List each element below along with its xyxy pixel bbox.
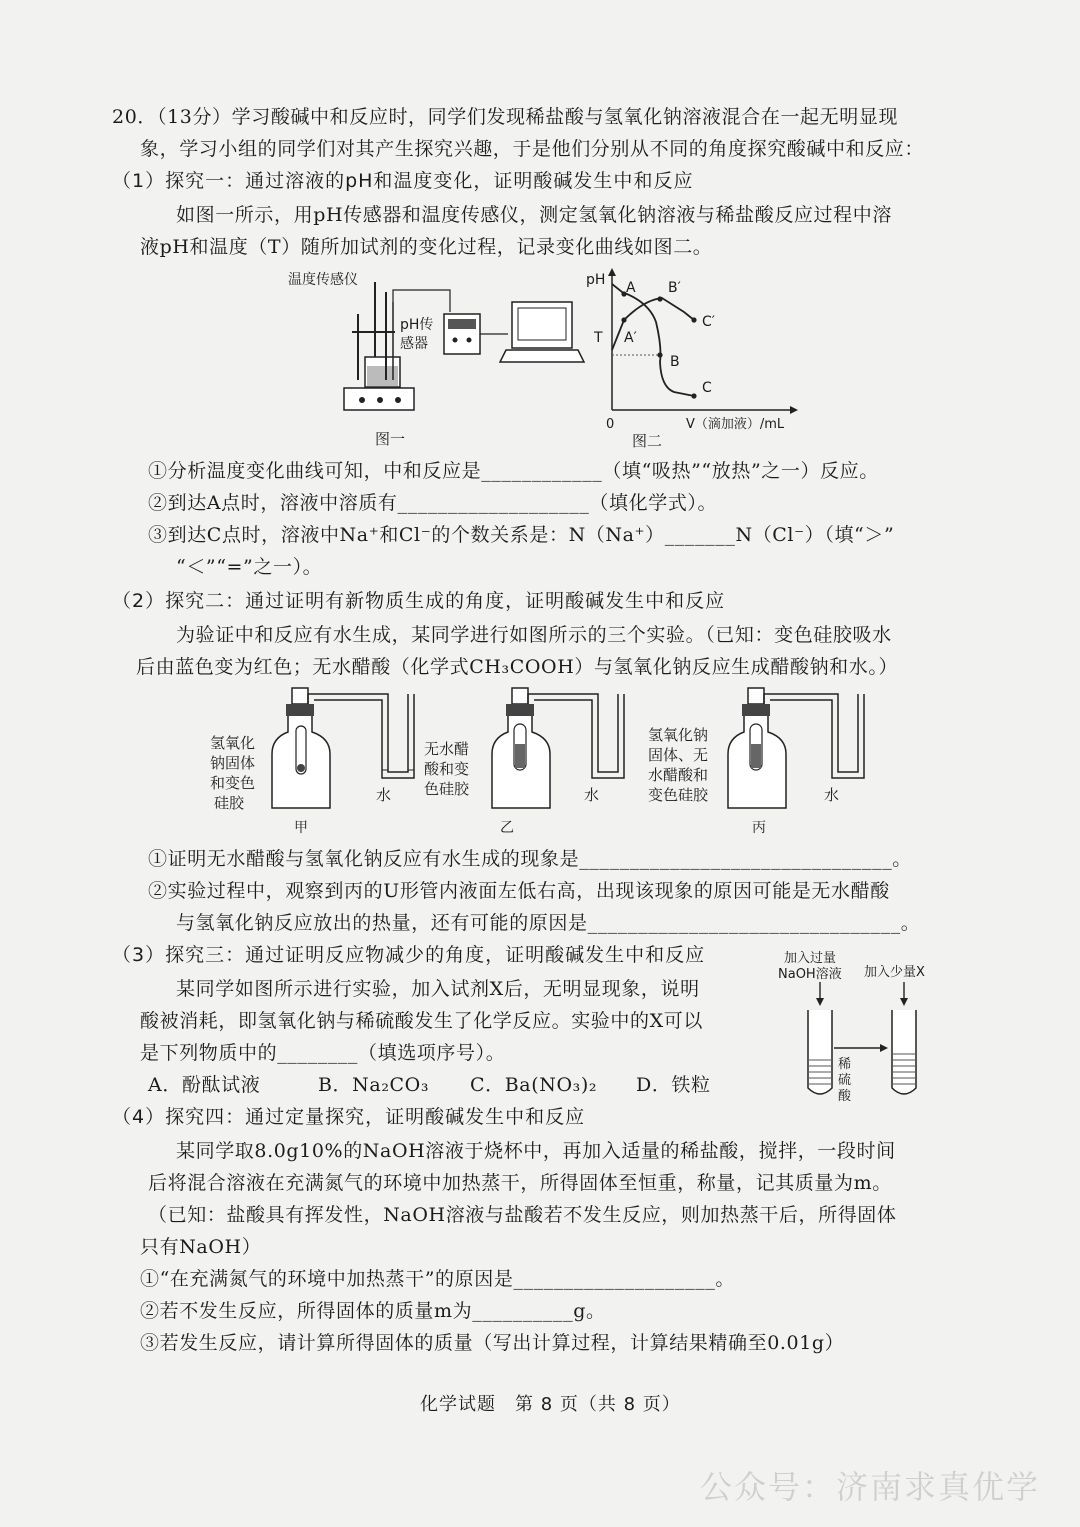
fig2-point-c: C	[702, 380, 712, 396]
part4-question2: ②若不发生反应，所得固体的质量m为__________g。	[140, 1300, 606, 1322]
jia-water: 水	[376, 786, 392, 804]
part4-question1: ①“在充满氮气的环境中加热蒸干”的原因是____________________。	[140, 1268, 736, 1290]
fig1-ph-label-2: 感器	[400, 336, 428, 352]
page-footer: 化学试题 第 8 页（共 8 页）	[420, 1394, 681, 1415]
fig4-acid-3: 酸	[838, 1089, 852, 1104]
fig2-point-a2: A′	[624, 330, 637, 346]
yi-name: 乙	[500, 820, 514, 836]
part3-option-d: D．铁粒	[636, 1074, 711, 1096]
jia-label-3: 和变色	[210, 774, 256, 792]
fig4-add1-line2: NaOH溶液	[778, 967, 842, 982]
bing-name: 丙	[752, 820, 766, 836]
jia-label-2: 钠固体	[210, 754, 256, 772]
part4-text-line1: 某同学取8.0g10%的NaOH溶液于烧杯中，再加入适量的稀盐酸，搅拌，一段时间	[176, 1140, 896, 1162]
fig4-add1-line1: 加入过量	[784, 951, 837, 966]
fig4-acid-1: 稀	[838, 1057, 852, 1072]
part2-heading: （2）探究二：通过证明有新物质生成的角度，证明酸碱发生中和反应	[112, 590, 726, 612]
jia-label-4: 硅胶	[214, 794, 245, 812]
fig1-caption: 图一	[375, 430, 406, 448]
part3-option-a: A．酚酞试液	[148, 1074, 261, 1096]
part4-question3: ③若发生反应，请计算所得固体的质量（写出计算过程，计算结果精确至0.01g）	[140, 1332, 845, 1354]
fig2-ylabel-ph: pH	[586, 272, 606, 288]
figure-3-flasks	[200, 680, 890, 840]
part2-question2: ②实验过程中，观察到丙的U形管内液面左低右高，出现该现象的原因可能是无水醋酸	[148, 880, 890, 902]
bing-label-4: 变色硅胶	[648, 786, 709, 804]
part4-heading: （4）探究四：通过定量探究，证明酸碱发生中和反应	[112, 1106, 586, 1128]
part3-option-c: C．Ba(NO₃)₂	[470, 1074, 598, 1096]
fig2-point-a: A	[626, 280, 636, 296]
part4-text-line4: 只有NaOH）	[140, 1236, 262, 1258]
part4-text-line3: （已知：盐酸具有挥发性，NaOH溶液与盐酸若不发生反应，则加热蒸干后，所得固体	[148, 1204, 897, 1226]
part1-text-line1: 如图一所示，用pH传感器和温度传感仪，测定氢氧化钠溶液与稀盐酸反应过程中溶	[176, 204, 892, 226]
fig2-caption: 图二	[632, 432, 663, 450]
fig2-ylabel-t: T	[594, 330, 603, 346]
part2-question2-cont: 与氢氧化钠反应放出的热量，还有可能的原因是_______________________________。	[176, 912, 921, 934]
fig4-acid-2: 硫	[838, 1073, 852, 1088]
part3-heading: （3）探究三：通过证明反应物减少的角度，证明酸碱发生中和反应	[112, 944, 706, 966]
q20-intro-line1: 20．（13分）学习酸碱中和反应时，同学们发现稀盐酸与氢氧化钠溶液混合在一起无明显现	[112, 106, 899, 128]
fig2-point-b2: B′	[668, 280, 681, 296]
part4-text-line2: 后将混合溶液在充满氮气的环境中加热蒸干，所得固体至恒重，称量，记其质量为m。	[148, 1172, 892, 1194]
figure-4-test-tubes	[778, 948, 958, 1108]
watermark: 公众号：济南求真优学	[700, 1468, 1041, 1506]
part3-text-line3: 是下列物质中的________（填选项序号）。	[140, 1042, 506, 1064]
yi-label-1: 无水醋	[424, 740, 470, 758]
part2-question1: ①证明无水醋酸与氢氧化钠反应有水生成的现象是_______________________________。	[148, 848, 912, 870]
yi-water: 水	[584, 786, 600, 804]
fig2-origin: 0	[606, 417, 615, 432]
fig2-xlabel: V（滴加液）/mL	[686, 417, 785, 432]
jia-label-1: 氢氧化	[210, 734, 256, 752]
part2-text-line2: 后由蓝色变为红色；无水醋酸（化学式CH₃COOH）与氢氧化钠反应生成醋酸钠和水。）	[136, 656, 899, 678]
part1-heading: （1）探究一：通过溶液的pH和温度变化，证明酸碱发生中和反应	[112, 170, 694, 192]
part3-text-line1: 某同学如图所示进行实验，加入试剂X后，无明显现象，说明	[176, 978, 700, 1000]
fig1-temp-label: 温度传感仪	[288, 272, 358, 288]
fig2-point-c2: C′	[702, 314, 715, 330]
fig2-point-b: B	[670, 354, 680, 370]
jia-name: 甲	[294, 820, 308, 836]
bing-water: 水	[824, 786, 840, 804]
figure-1-apparatus	[280, 262, 600, 452]
figure-2-graph	[584, 262, 814, 452]
bing-label-2: 固体、无	[648, 746, 709, 764]
flask-bing	[648, 688, 864, 836]
bing-label-1: 氢氧化钠	[648, 726, 709, 744]
part3-text-line2: 酸被消耗，即氢氧化钠与稀硫酸发生了化学反应。实验中的X可以	[140, 1010, 703, 1032]
fig1-ph-label-1: pH传	[400, 317, 434, 333]
part1-text-line2: 液pH和温度（T）随所加试剂的变化过程，记录变化曲线如图二。	[140, 236, 713, 258]
fig4-add2: 加入少量X	[864, 965, 925, 980]
part1-question3: ③到达C点时，溶液中Na⁺和Cl⁻的个数关系是：N（Na⁺）_______N（Cl⁻）（填“＞”	[148, 524, 895, 546]
flask-jia	[210, 688, 414, 836]
yi-label-2: 酸和变	[424, 760, 470, 778]
part2-text-line1: 为验证中和反应有水生成，某同学进行如图所示的三个实验。（已知：变色硅胶吸水	[176, 624, 892, 646]
q20-intro-line2: 象，学习小组的同学们对其产生探究兴趣，于是他们分别从不同的角度探究酸碱中和反应：	[140, 138, 925, 160]
flask-yi	[424, 688, 624, 836]
part1-question2: ②到达A点时，溶液中溶质有___________________（填化学式）。	[148, 492, 718, 514]
part1-question3-cont: “＜”“=”之一）。	[176, 556, 323, 578]
bing-label-3: 水醋酸和	[648, 766, 709, 784]
part3-option-b: B．Na₂CO₃	[318, 1074, 430, 1096]
part1-question1: ①分析温度变化曲线可知，中和反应是____________（填“吸热”“放热”之一）反应。	[148, 460, 879, 482]
yi-label-3: 色硅胶	[424, 780, 470, 798]
